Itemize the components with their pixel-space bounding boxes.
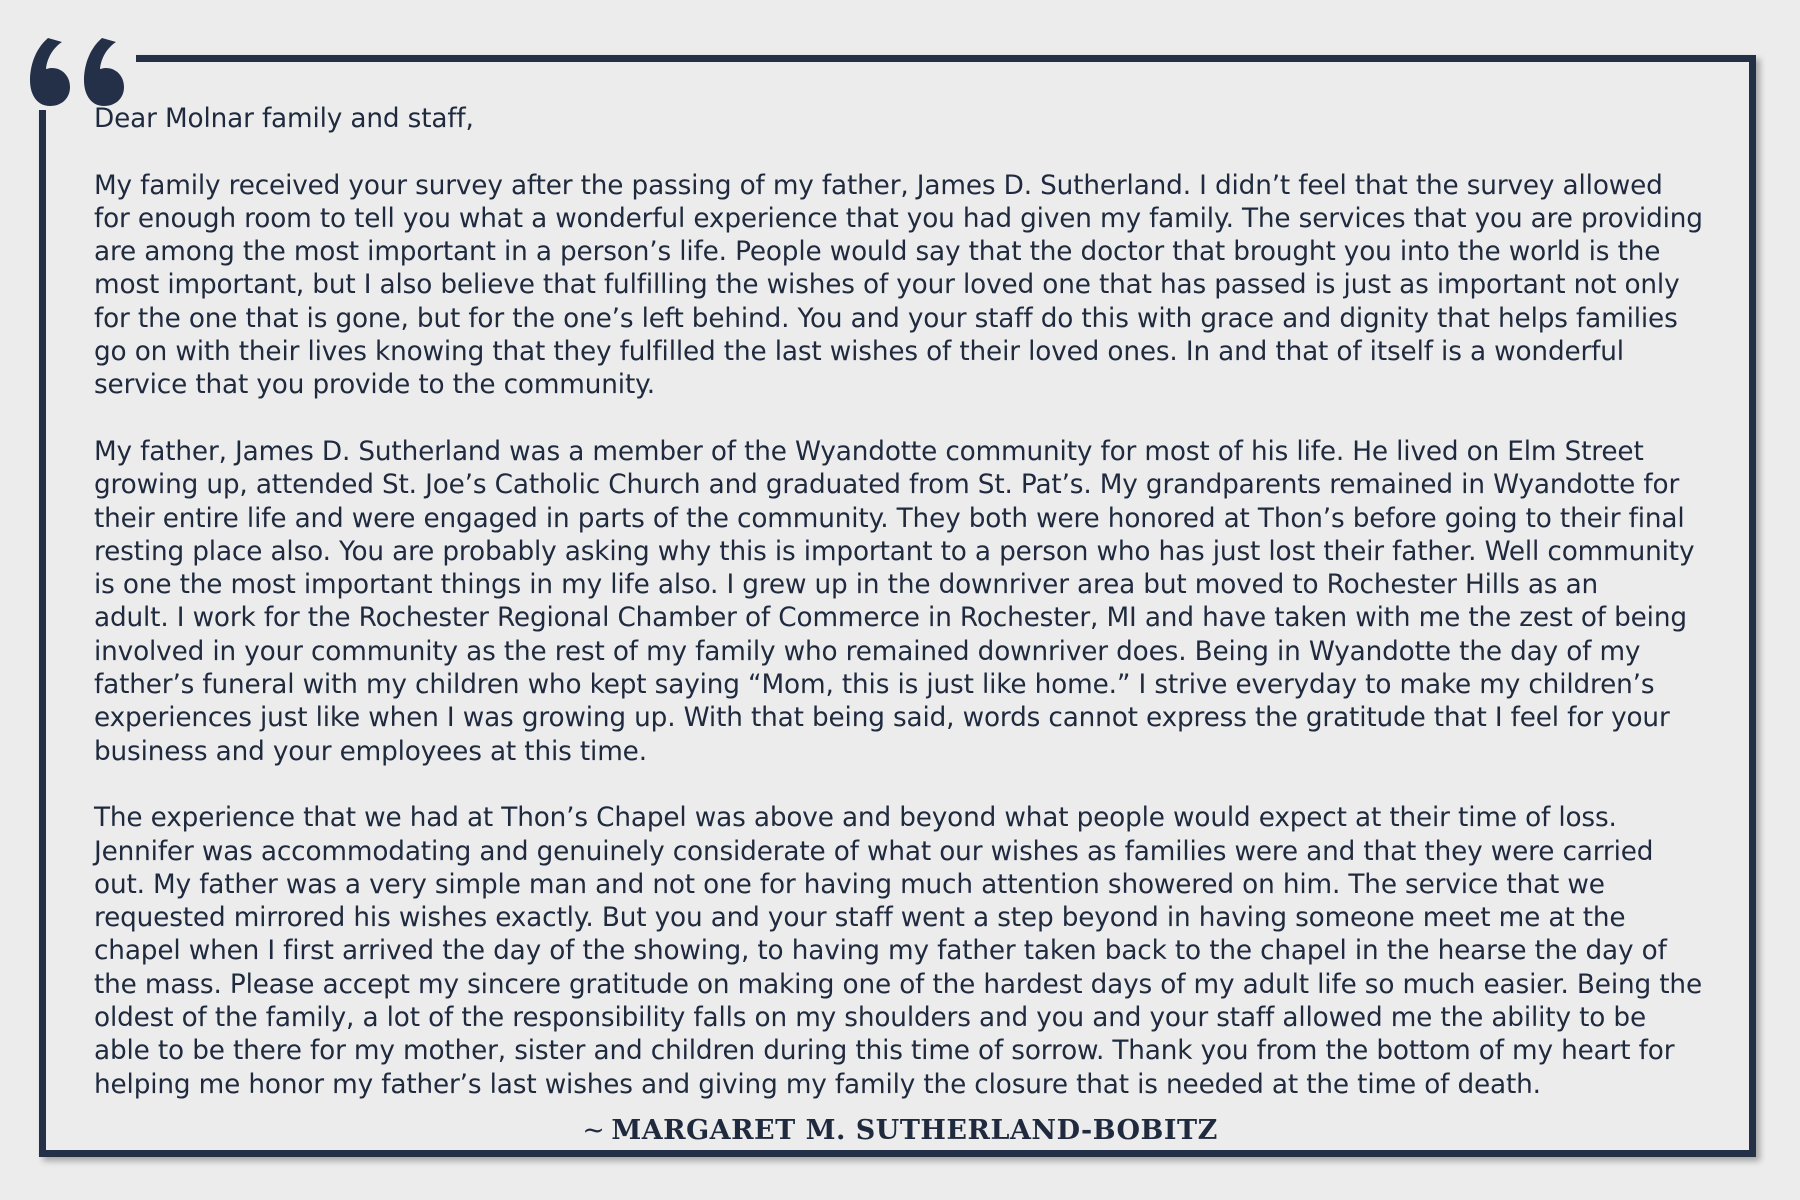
signature-name: MARGARET M. SUTHERLAND-BOBITZ (611, 1115, 1218, 1146)
open-quote-icon (28, 30, 136, 110)
letter-paragraph-3: The experience that we had at Thon’s Chapel was above and beyond what people would expect at their time of loss. Jennifer was accommodating and genuinely considerate of what our wishes as families were and that they were carried out. My father was a very simple man and not one for having much attention showered on him. The service that we requested mirrored his wishes exactly. But you and your staff went a step beyond in having someone meet me at the chapel when I first arrived the day of the showing, to having my father taken back to the chapel in the hearse the day of the mass. Please accept my sincere gratitude on making one of the hardest days of my adult life so much easier. Being the oldest of the family, a lot of the responsibility falls on my shoulders and you and your staff allowed me the ability to be able to be there for my mother, sister and children during this time of sorrow. Thank you from the bottom of my heart for helping me honor my father’s last wishes and giving my family the closure that is needed at the time of death. (94, 803, 1702, 1100)
signature (0, 1115, 1800, 1146)
letter-body (94, 103, 1734, 1102)
letter-paragraph-1: My family received your survey after the passing of my father, James D. Sutherland. I didn’t feel that the survey allowed for enough room to tell you what a wonderful experience that you had given my family. The services that you are providing are among the most important in a person’s life. People would say that the doctor that brought you into the world is the most important, but I also believe that fulfilling the wishes of your loved one that has passed is just as important not only for the one that is gone, but for the one’s left behind. You and your staff do this with grace and dignity that helps families go on with their lives knowing that they fulfilled the last wishes of their loved ones. In and that of itself is a wonderful service that you provide to the community. (94, 170, 1703, 401)
letter-paragraph-2: My father, James D. Sutherland was a member of the Wyandotte community for most of his life. He lived on Elm Street growing up, attended St. Joe’s Catholic Church and graduated from St. Pat’s. My grandparents remained in Wyandotte for their entire life and were engaged in parts of the community. They both were honored at Thon’s before going to their final resting place also. You are probably asking why this is important to a person who has just lost their father. Well community is one the most important things in my life also. I grew up in the downriver area but moved to Rochester Hills as an adult. I work for the Rochester Regional Chamber of Commerce in Rochester, MI and have taken with me the zest of being involved in your community as the rest of my family who remained downriver does. Being in Wyandotte the day of my father’s funeral with my children who kept saying “Mom, this is just like home.” I strive everyday to make my children’s experiences just like when I was growing up. With that being said, words cannot express the gratitude that I feel for your business and your employees at this time. (94, 436, 1695, 767)
signature-tilde: ~ (582, 1115, 606, 1146)
letter-salutation: Dear Molnar family and staff, (94, 104, 474, 134)
